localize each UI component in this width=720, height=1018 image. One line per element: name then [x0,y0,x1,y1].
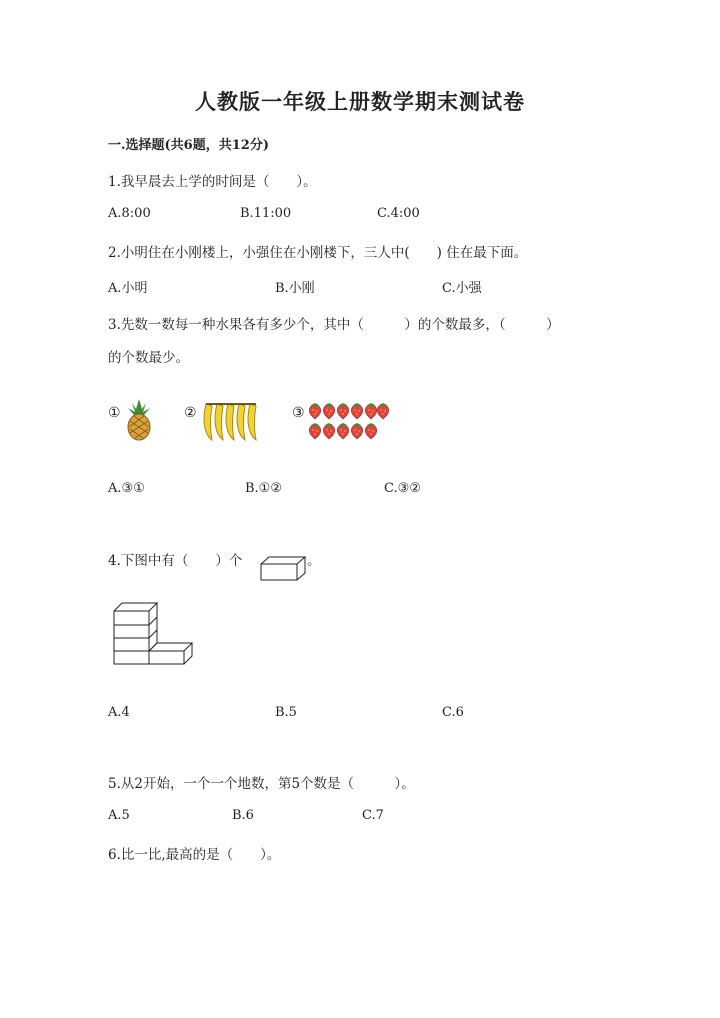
q3-option-a: A.③① [108,481,145,496]
question-5: 5.从2开始，一个一个地数，第5个数是（ ）。 [108,776,415,792]
fruit-label-2: ② [184,405,197,421]
q4-option-c: C.6 [442,705,464,720]
q5-option-c: C.7 [362,808,384,823]
question-1: 1.我早晨去上学的时间是（ ）。 [108,174,317,190]
cuboid-figure [260,556,306,582]
q3-option-c: C.③② [384,481,421,496]
q2-option-c: C.小强 [442,281,482,296]
banana-bunch-icon [200,400,264,442]
q3-option-b: B.①② [245,481,282,496]
page-title: 人教版一年级上册数学期末测试卷 [195,89,525,114]
q2-option-a: A.小明 [108,281,148,296]
q4-option-b: B.5 [275,705,297,720]
question-6: 6.比一比,最高的是（ ）。 [108,847,281,863]
q5-option-b: B.6 [232,808,254,823]
q1-option-a: A.8:00 [108,206,151,221]
question-4-suffix: 。 [307,553,321,569]
question-4: 4.下图中有（ ）个 [108,553,243,569]
q4-option-a: A.4 [108,705,130,720]
stacked-cuboids-figure [113,601,193,665]
question-3-line-2: 的个数最少。 [108,350,189,366]
section-heading: 一.选择题(共6题，共12分) [108,138,269,153]
q1-option-c: C.4:00 [377,206,420,221]
q1-option-b: B.11:00 [240,206,292,221]
q5-option-a: A.5 [108,808,130,823]
fruit-label-3: ③ [292,405,305,421]
q2-option-b: B.小刚 [275,281,315,296]
question-3-line-1: 3.先数一数每一种水果各有多少个，其中（ ）的个数最多，（ ） [108,317,560,333]
fruit-label-1: ① [108,405,121,421]
question-2: 2.小明住在小刚楼上，小强住在小刚楼下，三人中( ) 住在最下面。 [108,245,528,261]
strawberry-icon [307,403,389,441]
pineapple-icon [124,397,154,441]
